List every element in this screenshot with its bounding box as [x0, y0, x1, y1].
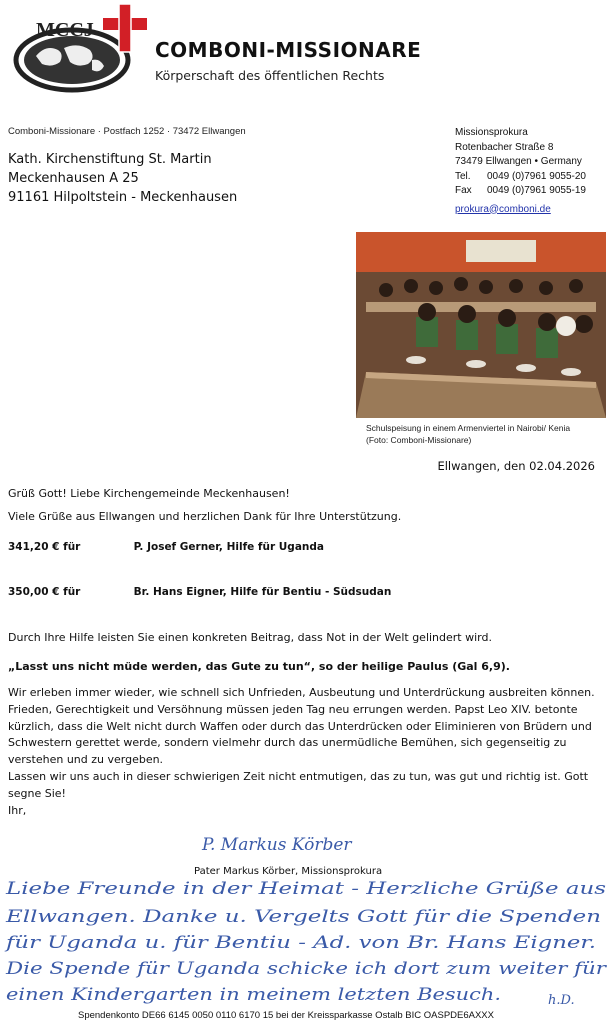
donation-row [8, 541, 324, 553]
letter-body [8, 685, 606, 819]
bible-quote [8, 660, 510, 673]
email-link[interactable]: prokura@comboni.de [455, 203, 551, 215]
recipient-address [8, 150, 237, 207]
donation-purpose: P. Josef Gerner, Hilfe für Uganda [133, 541, 324, 553]
photo-caption [366, 423, 570, 446]
contact-city: 73479 Ellwangen • Germany [455, 156, 582, 167]
donation-purpose: Br. Hans Eigner, Hilfe für Bentiu - Südsudan [133, 586, 392, 598]
body-paragraph: Wir erleben immer wieder, wie schnell sich Unfrieden, Ausbeutung und Unterdrückung ausbreiten können. Frieden, Gerechtigkeit und Versöhnung müssen jeden Tag neu errungen werden. Papst Leo XIV. betonte kürzlich, dass die Welt nicht durch Waffen oder durch das Unterdrücken oder Eliminieren von Brüdern und Schwestern gerettet werde, sondern vielmehr durch das unermüdliche Bemühen, sich gegenseitig zu verstehen und zu vergeben. [8, 686, 595, 767]
greeting: Grüß Gott! Liebe Kirchengemeinde Meckenhausen! [8, 487, 290, 500]
quote-text: „Lasst uns nicht müde werden, das Gute zu tun“ [8, 660, 311, 673]
recipient-line: Meckenhausen A 25 [8, 171, 139, 186]
fax-value: 0049 (0)7961 9055-19 [487, 185, 586, 196]
letter-date: Ellwangen, den 02.04.2026 [437, 459, 595, 473]
handwritten-signature [196, 826, 376, 860]
svg-text:h.D.: h.D. [548, 993, 575, 1008]
quote-source: , so der heilige Paulus (Gal 6,9). [310, 660, 510, 673]
sender-return-address: Comboni-Missionare · Postfach 1252 · 73472 Ellwangen [8, 126, 246, 137]
bank-account-line: Spendenkonto DE66 6145 0050 0110 6170 15 bei der Kreissparkasse Ostalb BIC OASPDE6AXXX [78, 1010, 494, 1021]
fax-label: Fax [455, 185, 472, 196]
body-paragraph: Lassen wir uns auch in dieser schwierigen Zeit nicht entmutigen, das zu tun, was gut und richtig ist. Gott segne Sie! [8, 769, 589, 800]
donation-row [8, 586, 391, 598]
school-meal-photo [356, 232, 606, 418]
svg-text:Liebe Freunde in der Heimat -: Liebe Freunde in der Heimat - Herzliche Grüße aus [4, 879, 607, 899]
svg-text:Die Spende für Uganda schicke: Die Spende für Uganda schicke ich dort zum weiter für [4, 959, 608, 979]
thanks-line: Viele Grüße aus Ellwangen und herzlichen Dank für Ihre Unterstützung. [8, 510, 402, 523]
donation-amount: 350,00 € für [8, 586, 81, 598]
svg-text:P. Markus Körber: P. Markus Körber [202, 835, 352, 855]
svg-text:Ellwangen. Danke u. Vergelts G: Ellwangen. Danke u. Vergelts Gott für die Spenden [4, 907, 602, 927]
org-name: COMBONI-MISSIONARE [155, 38, 422, 62]
org-subtitle: Körperschaft des öffentlichen Rechts [155, 68, 385, 83]
recipient-line: 91161 Hilpoltstein - Meckenhausen [8, 190, 238, 205]
contact-dept: Missionsprokura [455, 127, 528, 138]
svg-text:einen Kindergarten in meinem l: einen Kindergarten in meinem letzten Besuch. [6, 985, 502, 1005]
svg-text:MCCJ: MCCJ [36, 19, 94, 41]
caption-line: (Foto: Comboni-Missionare) [366, 434, 472, 445]
signer-name: Pater Markus Körber, Missionsprokura [194, 866, 383, 877]
mccj-logo [6, 4, 156, 94]
contact-block [455, 126, 586, 217]
tel-label: Tel. [455, 170, 471, 182]
contact-fax [455, 184, 586, 199]
handwritten-note [0, 872, 613, 1010]
closing: Ihr, [8, 803, 27, 817]
contact-tel [455, 170, 586, 185]
donation-amount: 341,20 € für [8, 541, 81, 553]
svg-text:für Uganda u. für Bentiu - Ad.: für Uganda u. für Bentiu - Ad. von Br. Hans Eigner. [3, 933, 597, 953]
help-text: Durch Ihre Hilfe leisten Sie einen konkreten Beitrag, dass Not in der Welt gelindert wird. [8, 631, 492, 644]
contact-street: Rotenbacher Straße 8 [455, 141, 554, 153]
caption-line: Schulspeisung in einem Armenviertel in Nairobi/ Kenia [366, 423, 571, 433]
tel-value: 0049 (0)7961 9055-20 [487, 170, 586, 182]
recipient-line: Kath. Kirchenstiftung St. Martin [8, 152, 212, 167]
